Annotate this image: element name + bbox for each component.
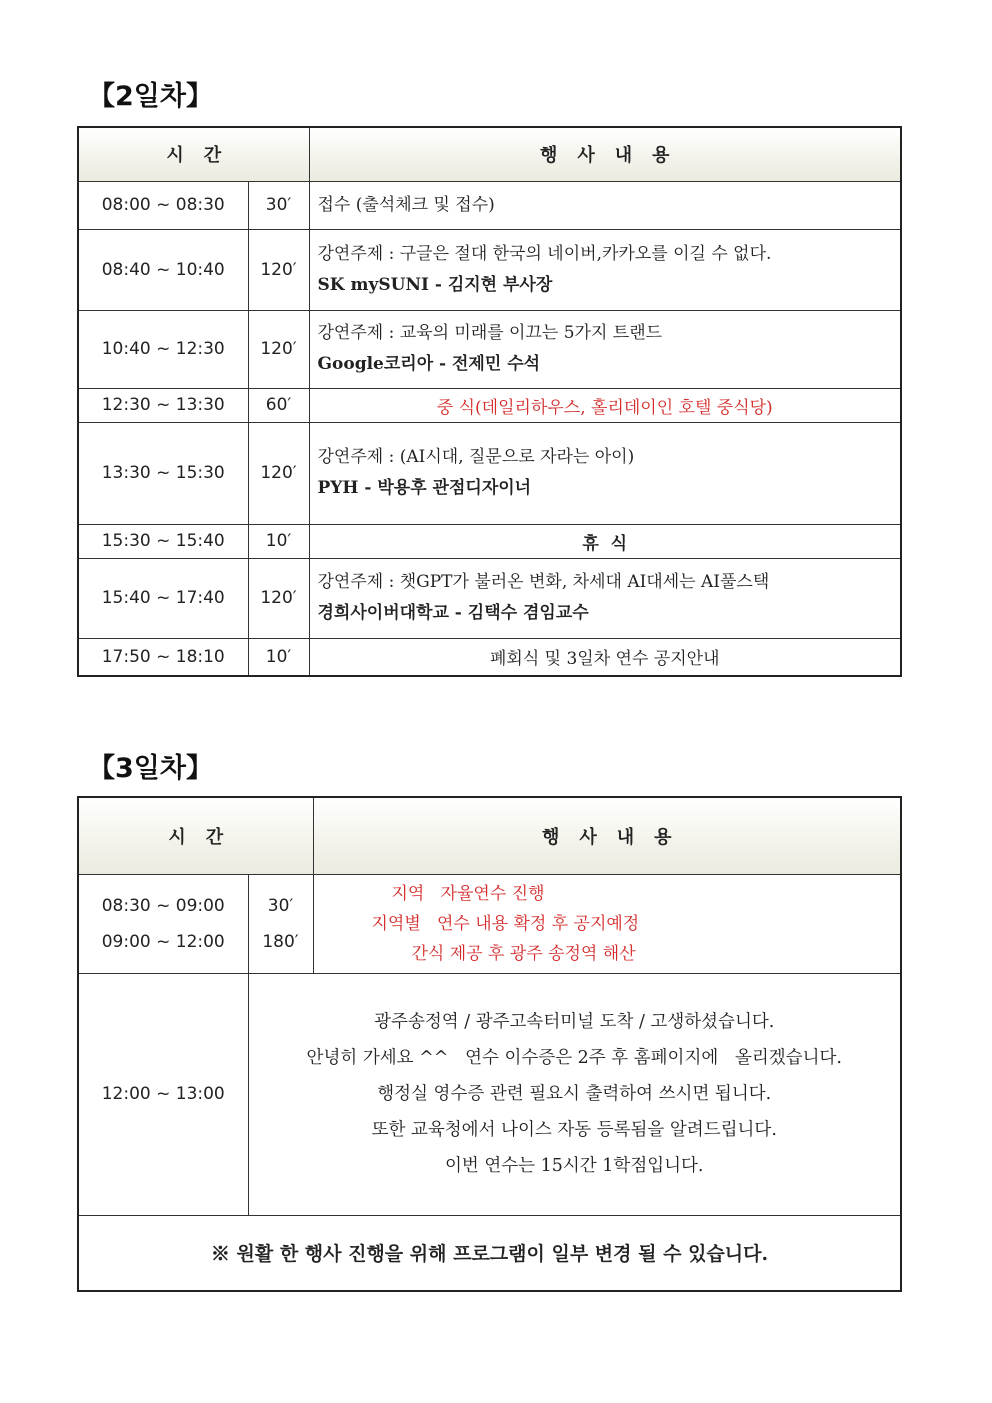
table-row bbox=[78, 422, 901, 524]
row-duration: 30′ 180′ bbox=[248, 874, 313, 973]
table-row bbox=[78, 181, 901, 229]
table-row bbox=[78, 558, 901, 638]
table-row bbox=[78, 638, 901, 676]
row-time: 15:30 ~ 15:40 bbox=[78, 524, 248, 558]
day3-header-time: 시 간 bbox=[78, 797, 313, 874]
table-row bbox=[78, 973, 901, 1215]
table-row bbox=[78, 310, 901, 388]
row-content-notice: 광주송정역 / 광주고속터미널 도착 / 고생하셨습니다. 안녕히 가세요 ^^ 연수 이수증은 2주 후 홈페이지에 올리겠습니다. 행정실 영수증 관련 필요시 출력하여 쓰시면 됩니다. 또한 교육청에서 나이스 자동 등록됨을 알려드립니다. 이번 연수는 15시간 1학점입니다. bbox=[248, 973, 901, 1215]
row-time: 12:30 ~ 13:30 bbox=[78, 388, 248, 422]
day3-schedule-table bbox=[77, 796, 902, 1292]
table-row-lunch bbox=[78, 388, 901, 422]
row-content: 강연주제 : 챗GPT가 불러온 변화, 차세대 AI대세는 AI풀스택 경희사이버대학교 - 김택수 겸임교수 bbox=[309, 558, 901, 638]
day3-header-row bbox=[78, 797, 901, 874]
row-content: 휴 식 bbox=[309, 524, 901, 558]
table-row bbox=[78, 874, 901, 973]
schedule-change-notice: ※ 원활 한 행사 진행을 위해 프로그램이 일부 변경 될 수 있습니다. bbox=[78, 1215, 901, 1291]
row-duration: 10′ bbox=[248, 638, 309, 676]
row-time: 17:50 ~ 18:10 bbox=[78, 638, 248, 676]
day2-schedule-table bbox=[77, 126, 902, 677]
row-duration: 120′ bbox=[248, 310, 309, 388]
row-duration: 120′ bbox=[248, 229, 309, 310]
row-time: 13:30 ~ 15:30 bbox=[78, 422, 248, 524]
row-content: 중 식(데일리하우스, 홀리데이인 호텔 중식당) bbox=[309, 388, 901, 422]
row-duration: 120′ bbox=[248, 422, 309, 524]
row-duration: 10′ bbox=[248, 524, 309, 558]
day2-header-content: 행 사 내 용 bbox=[309, 127, 901, 181]
row-time: 08:30 ~ 09:00 09:00 ~ 12:00 bbox=[78, 874, 248, 973]
table-row-break bbox=[78, 524, 901, 558]
row-time: 15:40 ~ 17:40 bbox=[78, 558, 248, 638]
row-content: 강연주제 : (AI시대, 질문으로 자라는 아이) PYH - 박용후 관점디자이너 bbox=[309, 422, 901, 524]
day2-header-row bbox=[78, 127, 901, 181]
row-duration: 60′ bbox=[248, 388, 309, 422]
footnote-row bbox=[78, 1215, 901, 1291]
table-row bbox=[78, 229, 901, 310]
row-duration: 120′ bbox=[248, 558, 309, 638]
row-content: 폐회식 및 3일차 연수 공지안내 bbox=[309, 638, 901, 676]
row-time: 10:40 ~ 12:30 bbox=[78, 310, 248, 388]
row-content: 강연주제 : 구글은 절대 한국의 네이버,카카오를 이길 수 없다. SK mySUNI - 김지현 부사장 bbox=[309, 229, 901, 310]
day2-header-time: 시 간 bbox=[78, 127, 309, 181]
day2-title: 【2일차】 bbox=[88, 81, 213, 112]
row-time: 12:00 ~ 13:00 bbox=[78, 973, 248, 1215]
row-content: 지역 자율연수 진행 지역별 연수 내용 확정 후 공지예정 간식 제공 후 광주 송정역 해산 bbox=[313, 874, 901, 973]
day3-header-content: 행 사 내 용 bbox=[313, 797, 901, 874]
row-content: 강연주제 : 교육의 미래를 이끄는 5가지 트랜드 Google코리아 - 전제민 수석 bbox=[309, 310, 901, 388]
day3-title: 【3일차】 bbox=[88, 753, 213, 784]
row-time: 08:00 ~ 08:30 bbox=[78, 181, 248, 229]
row-time: 08:40 ~ 10:40 bbox=[78, 229, 248, 310]
row-content: 접수 (출석체크 및 접수) bbox=[309, 181, 901, 229]
row-duration: 30′ bbox=[248, 181, 309, 229]
